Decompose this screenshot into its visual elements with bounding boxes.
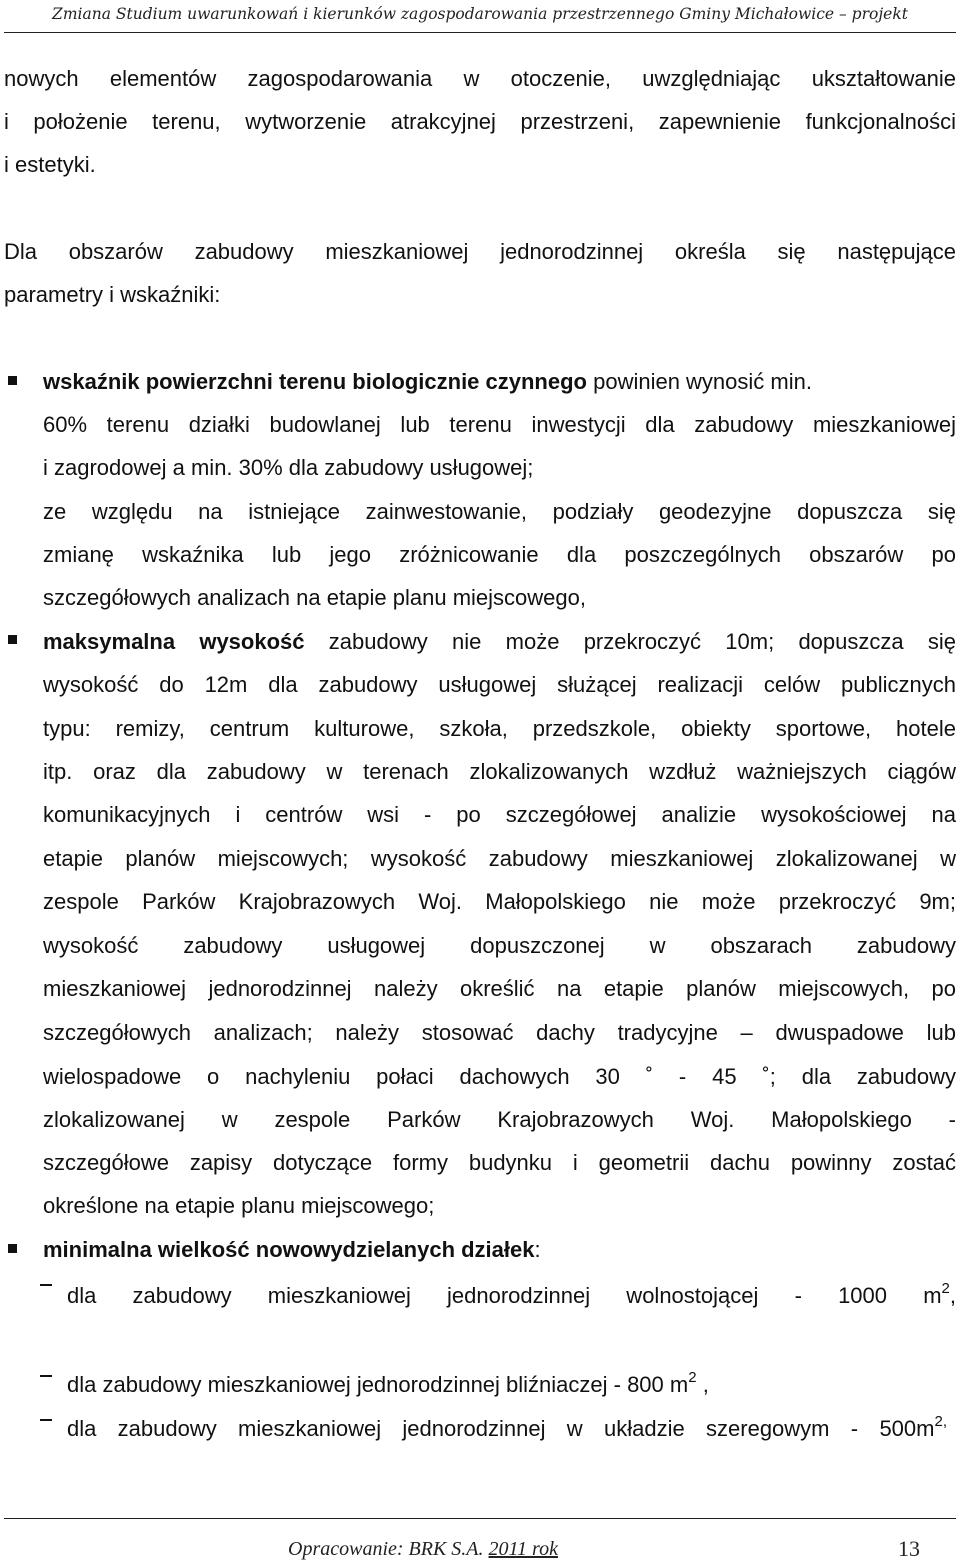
list-item-line: 60% terenu działki budowlanej lub terenu inwestycji dla zabudowy mieszkaniowej [43, 412, 956, 437]
paragraph-line: nowych elementów zagospodarowania w otoczenie, uwzględniając ukształtowanie [4, 66, 956, 91]
bullet-square-icon [8, 1244, 17, 1253]
term-min-plot-size: minimalna wielkość nowowydzielanych działek [43, 1237, 535, 1262]
list-item-line: i zagrodowej a min. 30% dla zabudowy usługowej; [43, 455, 534, 480]
list-item-text: zabudowy nie może przekroczyć 10m; dopuszcza się [304, 629, 956, 654]
sub-list-suffix: , [949, 1283, 956, 1308]
dash-bullet-icon [40, 1419, 52, 1421]
sub-list-item [67, 1370, 709, 1400]
list-item-line: zmianę wskaźnika lub jego zróżnicowanie dla poszczególnych obszarów po [43, 542, 956, 567]
list-item-line: wielospadowe o nachyleniu połaci dachowych 30 ˚ - 45 ˚; dla zabudowy [43, 1064, 956, 1089]
paragraph-line: i estetyki. [4, 152, 96, 177]
page-footer [0, 1536, 960, 1566]
list-item-first-line [43, 367, 812, 397]
list-item-line: wysokość zabudowy usługowej dopuszczonej w obszarach zabudowy [43, 933, 956, 958]
list-item-line: ze względu na istniejące zainwestowanie, podziały geodezyjne dopuszcza się [43, 499, 956, 524]
list-item-line: zespole Parków Krajobrazowych Woj. Małopolskiego nie może przekroczyć 9m; [43, 889, 956, 914]
list-item-line: typu: remizy, centrum kulturowe, szkoła, przedszkole, obiekty sportowe, hotele [43, 716, 956, 741]
header-divider [4, 32, 956, 33]
sub-list-text: dla zabudowy mieszkaniowej jednorodzinnej wolnostojącej - 1000 m [67, 1283, 942, 1308]
sub-list-text: dla zabudowy mieszkaniowej jednorodzinnej bliźniaczej - 800 m [67, 1372, 689, 1397]
term-biologically-active-area: wskaźnik powierzchni terenu biologicznie czynnego [43, 369, 587, 394]
sub-list-item [67, 1281, 956, 1311]
list-item-line: szczegółowe zapisy dotyczące formy budynku i geometrii dachu powinny zostać [43, 1150, 956, 1175]
bullet-square-icon [8, 376, 17, 385]
list-item-line: zlokalizowanej w zespole Parków Krajobrazowych Woj. Małopolskiego - [43, 1107, 956, 1132]
superscript: 2 [941, 1279, 950, 1297]
paragraph-line: i położenie terenu, wytworzenie atrakcyjnej przestrzeni, zapewnienie funkcjonalności [4, 109, 956, 134]
list-item-line: szczegółowych analizach; należy stosować dachy tradycyjne – dwuspadowe lub [43, 1020, 956, 1045]
dash-bullet-icon [40, 1284, 52, 1286]
list-item-text: powinien wynosić min. [586, 369, 812, 394]
list-item-line: szczegółowych analizach na etapie planu miejscowego, [43, 585, 586, 610]
list-item-line: itp. oraz dla zabudowy w terenach zlokalizowanych wzdłuż ważniejszych ciągów [43, 759, 956, 784]
list-item-first-line [43, 1235, 541, 1265]
running-header: Zmiana Studium uwarunkowań i kierunków zagospodarowania przestrzennego Gminy Michałowice – projekt [52, 5, 908, 23]
list-item-line: etapie planów miejscowych; wysokość zabudowy mieszkaniowej zlokalizowanej w [43, 846, 956, 871]
footer-credit-year: 2011 rok [488, 1538, 558, 1560]
list-item-line: wysokość do 12m dla zabudowy usługowej służącej realizacji celów publicznych [43, 672, 956, 697]
dash-bullet-icon [40, 1375, 52, 1377]
list-item-line: określone na etapie planu miejscowego; [43, 1193, 435, 1218]
footer-credit [288, 1538, 558, 1561]
sub-list-text: dla zabudowy mieszkaniowej jednorodzinnej w układzie szeregowym - 500m [67, 1416, 935, 1441]
bullet-square-icon [8, 635, 17, 644]
page-number: 13 [898, 1536, 920, 1561]
sub-list-item [67, 1414, 947, 1444]
footer-credit-prefix: Opracowanie: BRK S.A. [288, 1538, 489, 1560]
superscript: 2 [688, 1368, 697, 1386]
paragraph-line: Dla obszarów zabudowy mieszkaniowej jednorodzinnej określa się następujące [4, 239, 956, 264]
paragraph-line: parametry i wskaźniki: [4, 282, 221, 307]
list-item-first-line [43, 627, 956, 657]
footer-divider [4, 1518, 956, 1519]
list-item-line: komunikacyjnych i centrów wsi - po szczegółowej analizie wysokościowej na [43, 802, 956, 827]
superscript: 2, [934, 1412, 947, 1430]
sub-list-suffix: , [696, 1372, 709, 1397]
list-item-text: : [534, 1237, 541, 1262]
list-item-line: mieszkaniowej jednorodzinnej należy określić na etapie planów miejscowych, po [43, 976, 956, 1001]
term-max-height: maksymalna wysokość [43, 629, 305, 654]
